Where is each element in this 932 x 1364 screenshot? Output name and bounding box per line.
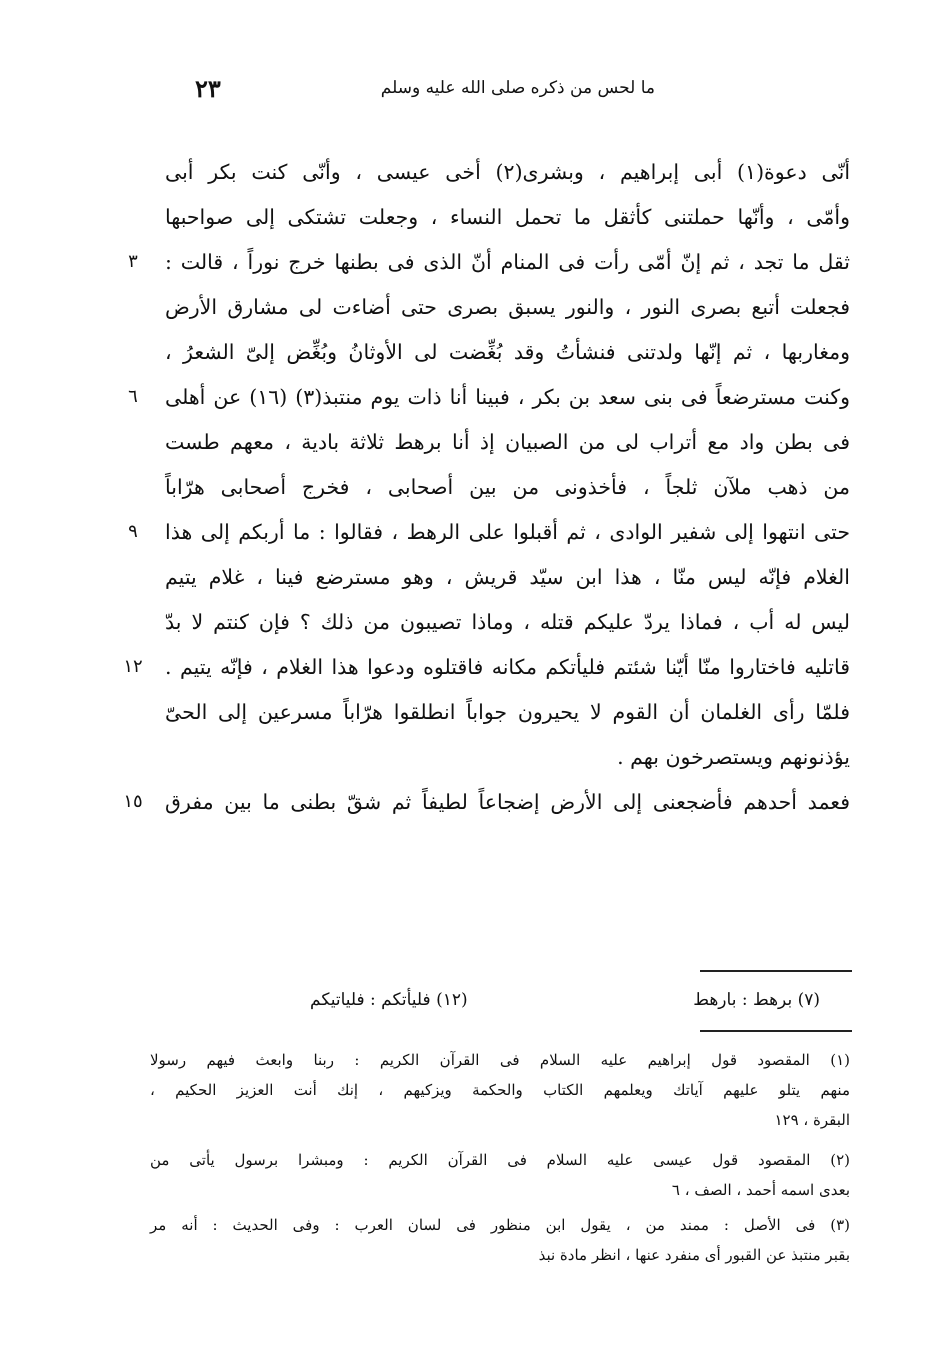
line-number: ٩ (128, 521, 138, 542)
separator-rule-bottom (700, 1030, 852, 1032)
running-title: ما لحس من ذكره صلى الله عليه وسلم (380, 78, 655, 98)
footnote-line: منهم يتلو عليهم آياتك ويعلمهم الكتاب والحكمة ويزكيهم ، إنك أنت العزيز الحكيم ، (150, 1081, 850, 1099)
footnote (150, 1045, 850, 1135)
footnote-line: (١) المقصود قول إبراهيم عليه السلام فى القرآن الكريم : ربنا وابعث فيهم رسولا (150, 1051, 850, 1069)
footnote-line: بعدى اسمه أحمد ، الصف ، ٦ (671, 1181, 850, 1199)
page-header (195, 74, 655, 114)
text-line: قاتليه فاختاروا منّا أيّنا شئتم فليأتكم مكانه فاقتلوه ودعوا هذا الغلام ، فإنّه يتيم . (165, 655, 850, 679)
text-line: يؤذنونهم ويستصرخون بهم . (617, 745, 850, 769)
text-line: الغلام فإنّه ليس منّا ، هذا ابن سيّد قريش ، وهو مسترضع فينا ، غلام يتيم (165, 565, 850, 589)
text-line: أنّى دعوة(١) أبى إبراهيم ، وبشرى(٢) أخى عيسى ، وأنّى كنت بكر أبى (165, 160, 851, 184)
footnote (150, 1210, 850, 1270)
variant-note: (٧) برهط : بارهط (693, 990, 820, 1010)
text-line: حتى انتهوا إلى شفير الوادى ، ثم أقبلوا على الرهط ، فقالوا : ما أربكم إلى هذا (165, 520, 850, 544)
text-line: من ذهب ملآن ثلجاً ، فأخذونى من بين أصحابى ، فخرج أصحابى هرّاباً (165, 475, 850, 499)
text-line: ومغاربها ، ثم إنّها ولدتنى فنشأتُ وقد بُغِّضت لى الأوثانُ وبُغِّض إلىّ الشعرُ ، (165, 340, 850, 364)
footnote-line: (٣) فى الأصل : ممند من ، يقول ابن منظور فى لسان العرب : وفى الحديث : أنه مر (150, 1216, 850, 1234)
line-number: ٣ (128, 251, 138, 272)
line-number: ١٥ (123, 791, 143, 812)
line-number: ٦ (128, 386, 138, 407)
footnote-line: البقرة ، ١٢٩ (774, 1111, 850, 1129)
text-line: ليس له أب ، فماذا يردّ عليكم قتله ، وماذا تصيبون من ذلك ؟ فإن كنتم لا بدّ (165, 610, 850, 634)
text-line: فلمّا رأى الغلمان أن القوم لا يحيرون جواباً انطلقوا هرّاباً مسرعين إلى الحىّ (165, 700, 850, 724)
text-line: وكنت مسترضعاً فى بنى سعد بن بكر ، فبينا أنا ذات يوم منتبذ(٣) (١٦) عن أهلى (165, 385, 850, 409)
footnote-line: (٢) المقصود قول عيسى عليه السلام فى القرآن الكريم : ومبشرا برسول يأتى من (150, 1151, 850, 1169)
text-line: فى بطن واد مع أتراب لى من الصبيان إذ أنا برهط ثلاثة بادية ، معهم طست (165, 430, 850, 454)
page-number: ٢٣ (195, 74, 221, 103)
separator-rule-top (700, 970, 852, 972)
text-line: فجعلت أتبع بصرى النور ، والنور يسبق بصرى حتى أضاءت لى مشارق الأرض (165, 295, 850, 319)
variant-note: (١٢) فليأتكم : فلياتيكم (310, 990, 468, 1010)
variant-readings (200, 990, 820, 1020)
text-line: وأمّى ، وأنّها حملتنى كأثقل ما تحمل النساء ، وجعلت تشتكى إلى صواحبها (165, 205, 850, 229)
text-line: فعمد أحدهم فأضجعنى إلى الأرض إضجاعاً لطيفاً ثم شقّ بطنى ما بين مفرق (165, 790, 850, 814)
line-number: ١٢ (123, 656, 143, 677)
text-line: ثقل ما تجد ، ثم إنّ أمّى رأت فى المنام أنّ الذى فى بطنها خرج نوراً ، قالت : (165, 250, 850, 274)
footnote (150, 1145, 850, 1205)
footnote-line: بقبر منتبذ عن القبور أى منفرد عنها ، انظر مادة نبذ (538, 1246, 850, 1264)
